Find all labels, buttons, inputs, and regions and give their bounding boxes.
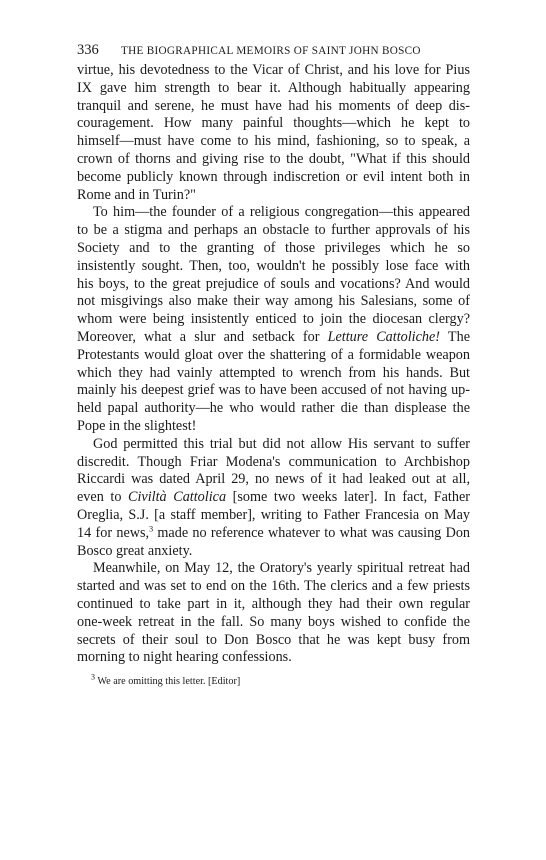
text-segment: made no reference whatever to what was causing Don xyxy=(153,524,471,541)
text-line: Rome and in Turin?" xyxy=(77,186,196,203)
text-line: one-week retreat in the fall. So many boys wished to confide the xyxy=(77,613,470,630)
italic-title: Civiltà Cattolica xyxy=(128,489,227,506)
text-line: Protestants would gloat over the shattering of a formidable weapon xyxy=(77,346,470,363)
text-line: become publicly known through indiscretion or evil intent both in xyxy=(77,168,470,185)
footnote-text: We are omitting this letter. [Editor] xyxy=(95,676,241,688)
body-text xyxy=(77,62,470,667)
text-line: started and was set to end on the 16th. The clerics and a few priests xyxy=(77,578,470,595)
text-line: Riccardi was dated April 29, no news of it had leaked out at all, xyxy=(77,471,470,488)
text-segment: Moreover, what a slur and setback for xyxy=(77,328,328,345)
page-header xyxy=(77,42,470,62)
text-line: held papal authority—he who would rather die than displease the xyxy=(77,400,470,417)
text-line: tranquil and serene, he must have had his moments of deep dis- xyxy=(77,97,470,114)
text-line: insistently sought. Then, too, wouldn't he possibly lose face with xyxy=(77,257,470,274)
text-line: Bosco great anxiety. xyxy=(77,542,193,559)
text-line: To him—the founder of a religious congregation—this appeared xyxy=(93,204,470,221)
text-line: God permitted this trial but did not allow His servant to suffer xyxy=(93,435,470,452)
text-segment: The xyxy=(440,328,470,345)
footnote-ref: 3 xyxy=(149,523,154,533)
text-line: which they had vainly attempted to wrench from his hands. But xyxy=(77,364,470,381)
running-head: THE BIOGRAPHICAL MEMOIRS OF SAINT JOHN BOSCO xyxy=(121,45,421,57)
footnote-marker: 3 xyxy=(91,672,95,682)
text-segment: 14 for news, xyxy=(77,524,150,541)
text-line: mainly his deepest grief was to have been accused of not having up- xyxy=(77,382,470,399)
text-line: secrets of their soul to Don Bosco that he was kept busy from xyxy=(77,631,470,648)
text-line: not misgivings also make their way among his Salesians, some of xyxy=(77,293,470,310)
text-line xyxy=(77,525,470,543)
text-line: couragement. How many painful thoughts—which he kept to xyxy=(77,115,470,132)
text-line xyxy=(77,329,470,347)
book-page xyxy=(77,42,470,688)
text-line: IX gave him strength to bear it. Although habitually appearing xyxy=(77,79,470,96)
text-line: virtue, his devotedness to the Vicar of Christ, and his love for Pius xyxy=(77,62,470,78)
italic-title: Letture Cattoliche! xyxy=(327,328,441,345)
text-line: Pope in the slightest! xyxy=(77,417,197,434)
text-segment: [some two weeks later]. In fact, Father xyxy=(226,489,470,506)
footnote xyxy=(77,672,470,688)
text-line: crown of thorns and giving rise to the doubt, "What if this should xyxy=(77,150,470,167)
text-line: discredit. Though Friar Modena's communication to Archbishop xyxy=(77,453,470,470)
text-line: Society and to the granting of those privileges which he so xyxy=(77,239,470,256)
text-segment: even to xyxy=(77,489,129,506)
text-line: morning to night hearing confessions. xyxy=(77,649,292,666)
text-line: Meanwhile, on May 12, the Oratory's yearly spiritual retreat had xyxy=(93,560,470,577)
text-line: his boys, to the great prejudice of souls and vocations? And would xyxy=(77,275,470,292)
text-line xyxy=(77,489,470,507)
text-line: to be a stigma and perhaps an obstacle to further approvals of his xyxy=(77,222,470,239)
page-number: 336 xyxy=(77,42,99,58)
text-line: Oreglia, S.J. [a staff member], writing to Father Francesia on May xyxy=(77,506,470,523)
text-line: continued to take part in it, although they had their own regular xyxy=(77,595,470,612)
text-line: himself—must have come to his mind, fashioning, so to speak, a xyxy=(77,133,470,150)
text-line: whom were being insistently enticed to join the diocesan clergy? xyxy=(77,311,470,328)
